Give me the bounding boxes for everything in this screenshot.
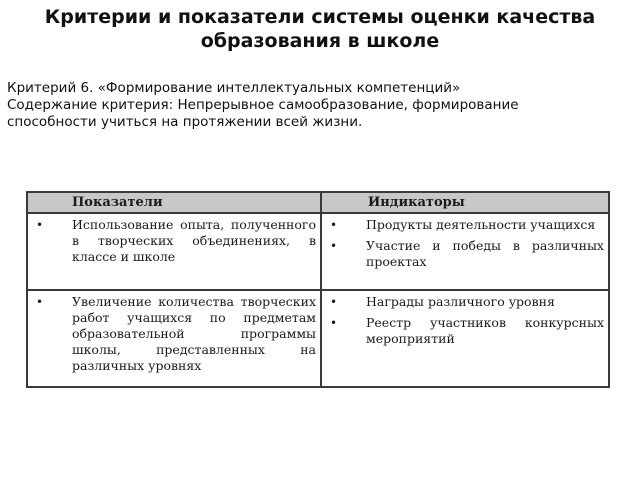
slide-title-line-2: образования в школе [200,30,440,52]
bullet-icon: • [330,218,338,232]
header-measures-column: Индикаторы [321,192,609,213]
bullet-icon: • [36,218,44,232]
measure-text: Участие и победы в различных проектах [366,238,604,269]
bullet-icon: • [330,295,338,309]
measure-text: Продукты деятельности учащихся [366,217,596,232]
indicator-cell [27,213,321,290]
slide-title [0,5,640,53]
measure-item [328,238,604,270]
indicator-text: Использование опыта, полученного в творческих объединениях, в классе и школе [72,217,316,264]
measure-item [328,217,604,233]
table-header-row [27,192,609,213]
table-row [27,213,609,290]
measures-cell [321,290,609,387]
indicator-item [34,217,316,265]
bullet-icon: • [330,239,338,253]
indicator-text: Увеличение количества творческих работ учащихся по предметам образовательной программы школы, представленных на различных уровнях [72,294,316,373]
indicator-cell [27,290,321,387]
criterion-description [7,80,633,131]
measures-cell [321,213,609,290]
bullet-icon: • [36,295,44,309]
bullet-icon: • [330,316,338,330]
criterion-heading: Критерий 6. «Формирование интеллектуальных компетенций» [7,80,461,96]
criterion-content-line-2: способности учиться на протяжении всей жизни. [7,114,363,130]
criterion-content-line-1: Содержание критерия: Непрерывное самообразование, формирование [7,97,519,113]
criteria-table [26,191,610,388]
slide-title-line-1: Критерии и показатели системы оценки качества [44,6,596,28]
measure-text: Награды различного уровня [366,294,555,309]
indicator-item [34,294,316,374]
header-indicators-column: Показатели [27,192,321,213]
measure-item [328,315,604,347]
measure-item [328,294,604,310]
table-row [27,290,609,387]
measure-text: Реестр участников конкурсных мероприятий [366,315,604,346]
